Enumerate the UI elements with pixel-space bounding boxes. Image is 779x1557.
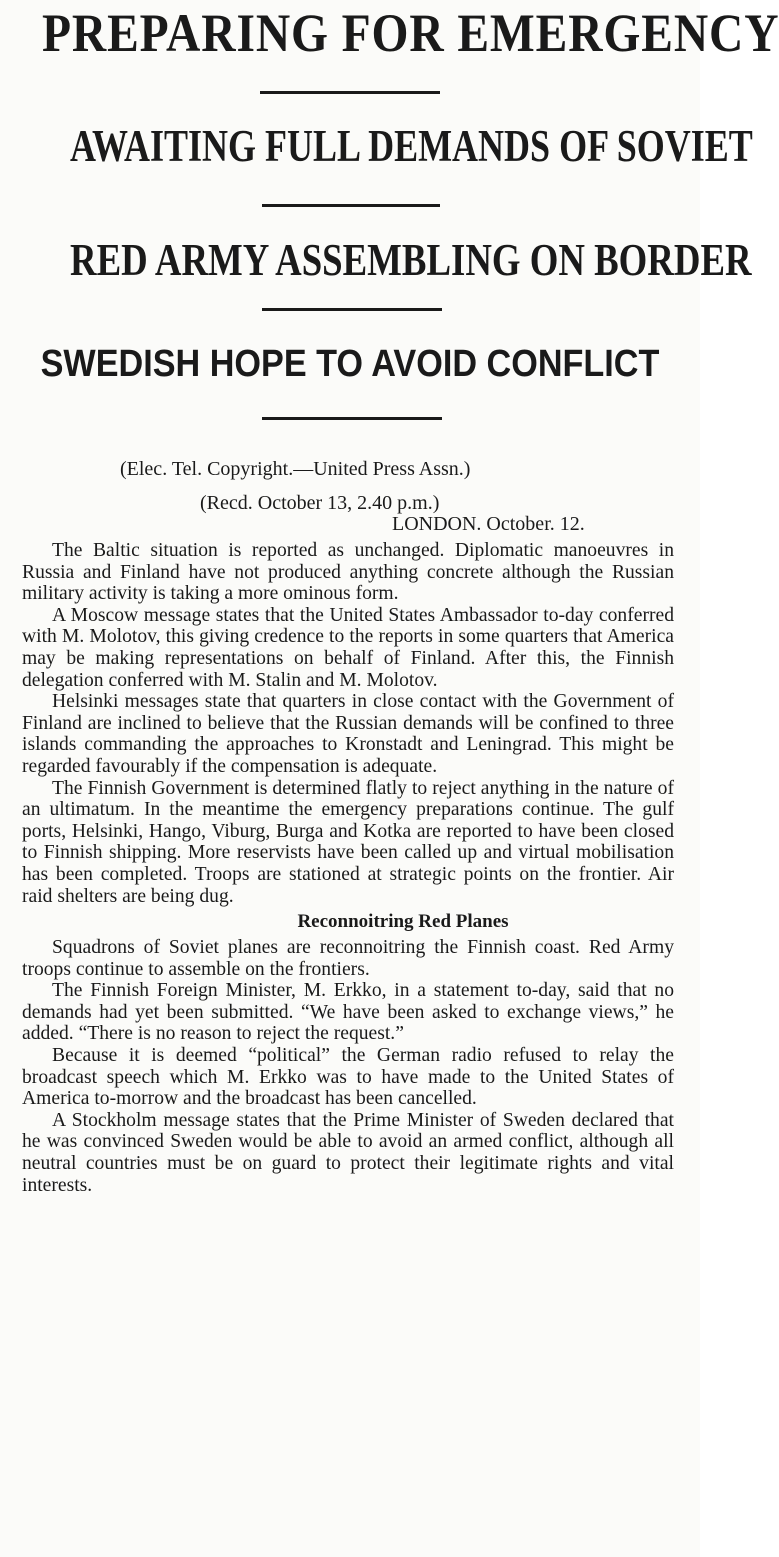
- paragraph: Because it is deemed “political” the German radio refused to relay the broadcast speech which M. Erkko was to have made to the United States of America to-morrow and the broadcast has been cancelled.: [22, 1045, 674, 1110]
- paragraph: Squadrons of Soviet planes are reconnoitring the Finnish coast. Red Army troops continue to assemble on the frontiers.: [22, 937, 674, 980]
- subheading: Reconnoitring Red Planes: [297, 911, 509, 933]
- paragraph: A Stockholm message states that the Prime Minister of Sweden declared that he was convinced Sweden would be able to avoid an armed conflict, although all neutral countries must be on guard to protect their legitimate rights and vital interests.: [22, 1109, 674, 1196]
- headline-tertiary: RED ARMY ASSEMBLING ON BORDER: [70, 234, 752, 285]
- paragraph: The Finnish Government is determined flatly to reject anything in the nature of an ultimatum. In the meantime the emergency preparations continue. The gulf ports, Helsinki, Hango, Viburg, Burga and Kotka are reported to have been closed to Finnish shipping. More reservists have been called up and virtual mobilisation has been completed. Troops are stationed at strategic points on the frontier. Air raid shelters are being dug.: [22, 777, 674, 907]
- paragraph: The Finnish Foreign Minister, M. Erkko, in a statement to-day, said that no demands had yet been submitted. “We have been asked to exchange views,” he added. “There is no reason to reject the request.”: [22, 980, 674, 1045]
- paragraph: The Baltic situation is reported as unchanged. Diplomatic manoeuvres in Russia and Finland have not produced anything concrete although the Russian military activity is taking a more ominous form.: [22, 540, 674, 605]
- received-line: (Recd. October 13, 2.40 p.m.): [200, 492, 440, 514]
- dateline: LONDON. October. 12.: [392, 513, 585, 535]
- paragraph: Helsinki messages state that quarters in close contact with the Government of Finland are inclined to believe that the Russian demands will be confined to three islands commanding the approaches to Kronstadt and Leningrad. This might be regarded favourably if the compensation is adequate.: [22, 691, 674, 777]
- headline-divider: [260, 91, 440, 94]
- paragraph: A Moscow message states that the United States Ambassador to-day conferred with M. Molotov, this giving credence to the reports in some quarters that America may be making representations on behalf of Finland. After this, the Finnish delegation conferred with M. Stalin and M. Molotov.: [22, 604, 674, 691]
- headline-divider: [262, 417, 442, 420]
- article-body: [22, 540, 674, 1196]
- headline-quaternary: SWEDISH HOPE TO AVOID CONFLICT: [40, 343, 660, 385]
- headline-primary: PREPARING FOR EMERGENCY: [42, 3, 779, 63]
- headline-secondary: AWAITING FULL DEMANDS OF SOVIET: [70, 121, 753, 171]
- wire-credit: (Elec. Tel. Copyright.—United Press Assn.): [120, 458, 471, 480]
- headline-divider: [262, 308, 442, 311]
- headline-divider: [262, 204, 440, 207]
